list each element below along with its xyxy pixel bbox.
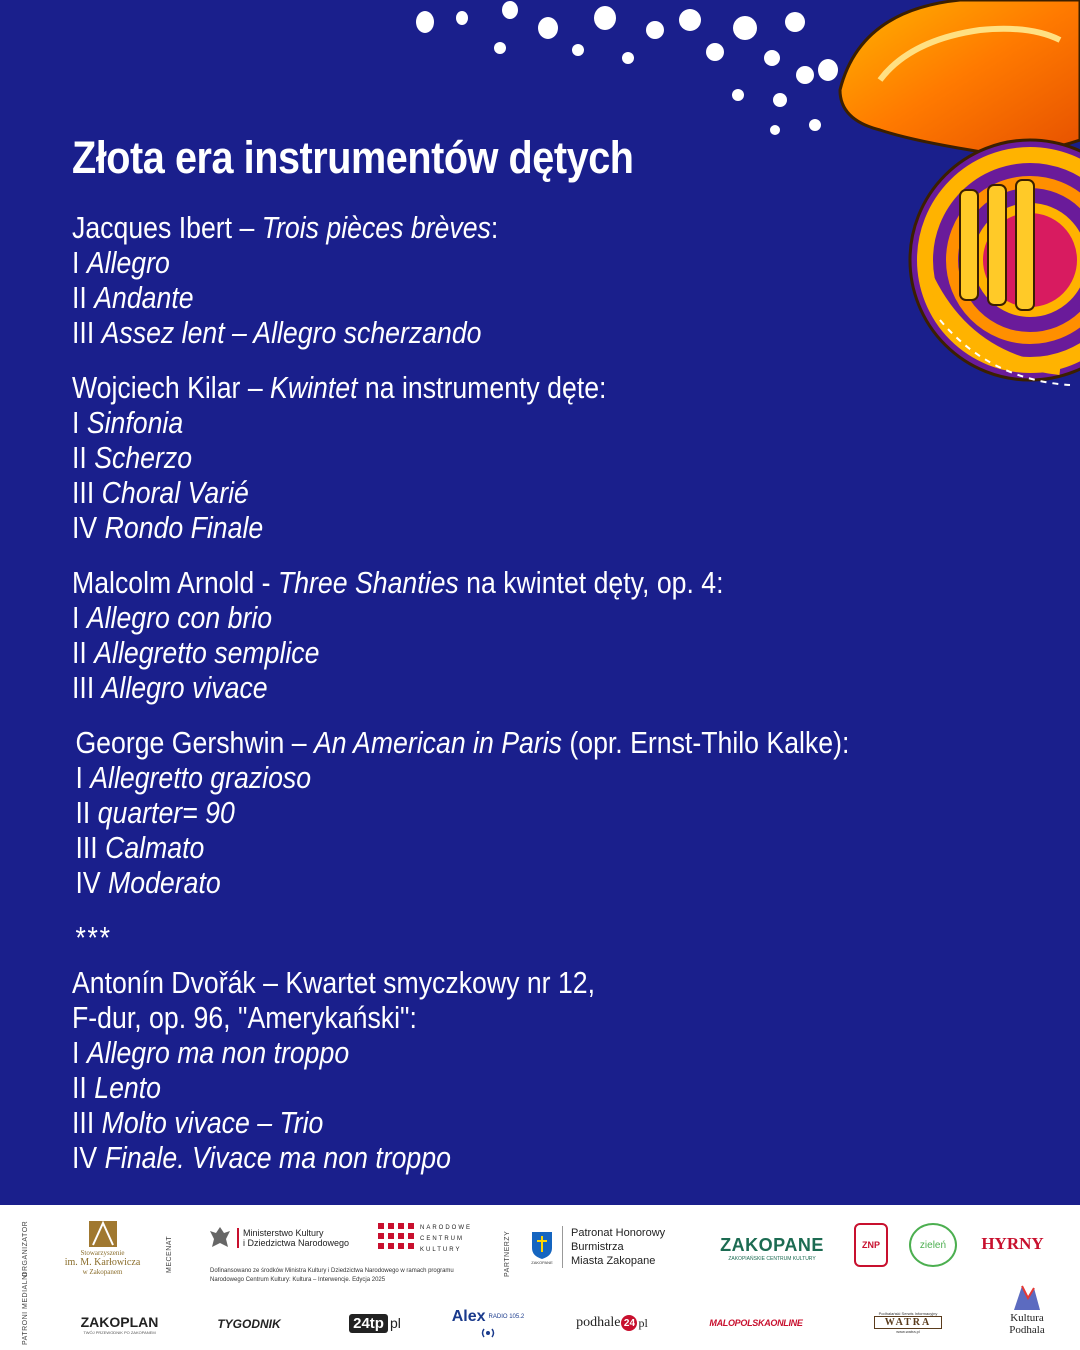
ncc-emblem-icon: [378, 1223, 414, 1255]
movement: II quarter= 90: [75, 795, 235, 830]
movement: IV Moderato: [75, 865, 221, 900]
program-work-arnold: [72, 565, 932, 705]
zakopane-culture-logo: ZAKOPANE ZAKOPIAŃSKIE CENTRUM KULTURY: [720, 1234, 824, 1262]
movement: I Allegro con brio: [72, 600, 273, 635]
mayor-patronage-logo: ZAKOPANE Patronat Honorowy Burmistrza Miasta Zakopane: [531, 1227, 666, 1267]
label-patroni: PATRONI MEDIALNI: [22, 1271, 29, 1345]
movement: III Calmato: [75, 830, 205, 865]
movement: I Sinfonia: [72, 405, 184, 440]
eagle-emblem-icon: [208, 1225, 232, 1251]
watra-logo: Podhalański Serwis Informacyjny WATRA www.watra.pl: [858, 1307, 958, 1337]
work-heading: Jacques Ibert – Trois pièces brèves:: [72, 210, 499, 245]
podhale24-logo: podhale 24 pl: [576, 1315, 648, 1330]
zielen-logo: zieleń: [908, 1223, 958, 1267]
label-partnerzy: PARTNERZY: [504, 1230, 511, 1277]
organizer-emblem-icon: [87, 1219, 119, 1249]
movement: II Allegretto semplice: [72, 635, 320, 670]
radio-wave-icon: [481, 1326, 495, 1340]
kultura-podhala-logo: Kultura Podhala: [992, 1275, 1062, 1343]
movement: II Scherzo: [72, 440, 193, 475]
ministry-logo: Ministerstwo Kultury i Dziedzictwa Narodowego: [208, 1223, 358, 1253]
znp-logo: ZNP: [854, 1223, 888, 1267]
movement: IV Rondo Finale: [72, 510, 264, 545]
alex-radio-logo: Alex RADIO 105.2: [450, 1303, 526, 1345]
movement: III Choral Varié: [72, 475, 249, 510]
movement: II Lento: [72, 1070, 161, 1105]
program-work-kilar: [72, 370, 932, 545]
malopolska-online-logo: MALOPOLSKAONLINE: [709, 1318, 803, 1328]
movement: I Allegretto grazioso: [75, 760, 312, 795]
hyrny-logo: HYRNY: [981, 1234, 1044, 1253]
zakopane-crest-icon: [530, 1230, 554, 1260]
work-heading: George Gershwin – An American in Paris (opr. Ernst-Thilo Kalke):: [75, 725, 850, 760]
organizer-logo: Stowarzyszenie im. M. Karłowicza w Zakopanem: [50, 1213, 155, 1281]
work-heading: Wojciech Kilar – Kwintet na instrumenty dęte:: [72, 370, 607, 405]
label-mecenat: MECENAT: [166, 1235, 173, 1273]
movement: IV Finale. Vivace ma non troppo: [72, 1140, 451, 1175]
movement: I Allegro ma non troppo: [72, 1035, 350, 1070]
sponsors-footer: [0, 1205, 1080, 1350]
movement: I Allegro: [72, 245, 170, 280]
movement: II Andante: [72, 280, 194, 315]
program-work-gershwin: [72, 725, 932, 900]
funding-note: Dofinansowano ze środków Ministra Kultury i Dziedzictwa Narodowego w ramach programu Narodowego Centrum Kultury: Kultura – Interwencje. Edycja 2025: [210, 1268, 454, 1283]
poster-title: Złota era instrumentów dętych: [72, 132, 634, 183]
movement: III Assez lent – Allegro scherzando: [72, 315, 482, 350]
work-heading: Malcolm Arnold - Three Shanties na kwintet dęty, op. 4:: [72, 565, 724, 600]
movement: III Allegro vivace: [72, 670, 268, 705]
work-heading: F-dur, op. 96, "Amerykański":: [72, 1000, 417, 1035]
program-work-dvorak: [72, 965, 932, 1175]
zakoplan-logo: ZAKOPLAN TWÓJ PRZEWODNIK PO ZAKOPANEM: [80, 1313, 159, 1335]
kultura-podhala-emblem-icon: [1012, 1282, 1042, 1312]
24tp-logo: 24tp pl: [340, 1311, 410, 1335]
program-work-ibert: [72, 210, 932, 350]
movement: III Molto vivace – Trio: [72, 1105, 324, 1140]
tygodnik-logo: TYGODNIK: [217, 1317, 281, 1331]
concert-program: [72, 210, 932, 1195]
ncc-logo: NARODOWE CENTRUM KULTURY: [378, 1219, 474, 1259]
intermission-separator: ***: [75, 920, 112, 955]
work-heading: Antonín Dvořák – Kwartet smyczkowy nr 12,: [72, 965, 596, 1000]
label-organizator: ORGANIZATOR: [22, 1220, 29, 1277]
